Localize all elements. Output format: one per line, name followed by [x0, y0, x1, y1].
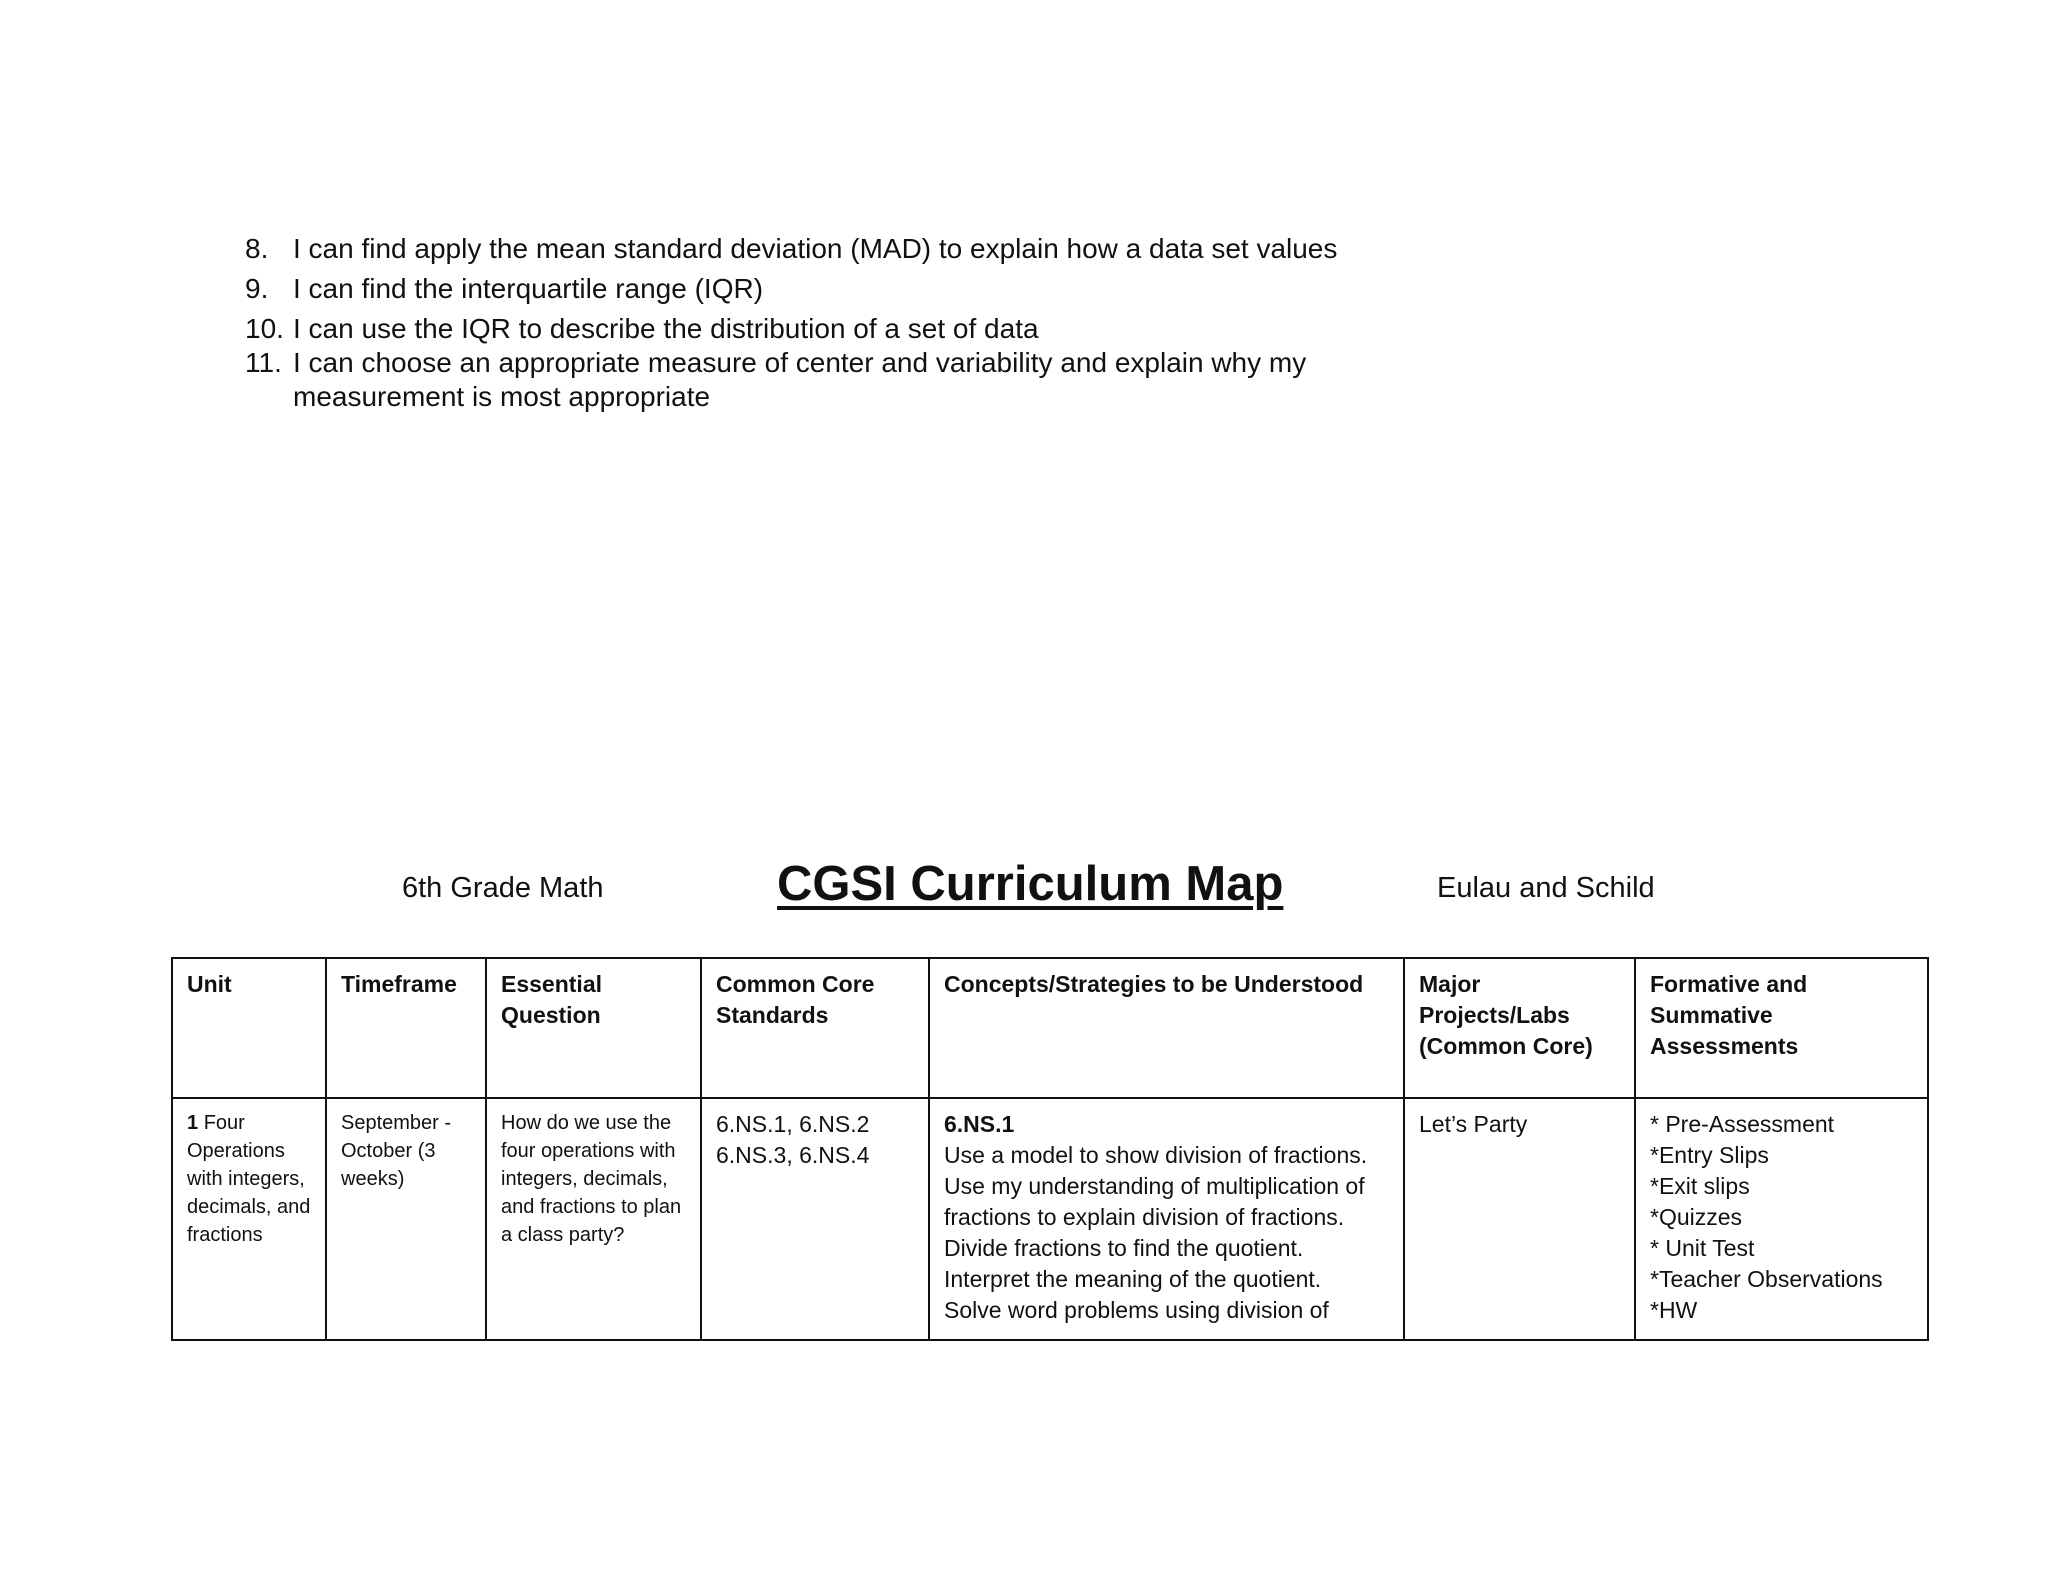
column-header-timeframe: Timeframe	[326, 958, 486, 1098]
timeframe-cell: September - October (3 weeks)	[326, 1098, 486, 1340]
goal-number: 11.	[245, 347, 282, 378]
authors-label: Eulau and Schild	[1437, 872, 1655, 904]
goal-text: I can choose an appropriate measure of center and variability and explain why my measurement is most appropriate	[293, 347, 1307, 412]
concept-item: Use my understanding of multiplication of fractions to explain division of fractions.	[944, 1173, 1365, 1230]
standards-line: 6.NS.3, 6.NS.4	[716, 1142, 870, 1168]
standards-cell	[701, 1098, 929, 1340]
learning-goals-list	[245, 232, 1345, 414]
assessment-item: *Exit slips	[1650, 1173, 1750, 1199]
concept-item: Divide fractions to find the quotient.	[944, 1235, 1304, 1261]
concept-item: Use a model to show division of fractions.	[944, 1142, 1368, 1168]
table-header-row	[172, 958, 1928, 1098]
concept-item: Interpret the meaning of the quotient.	[944, 1266, 1322, 1292]
assessment-item: *Teacher Observations	[1650, 1266, 1883, 1292]
projects-cell: Let’s Party	[1404, 1098, 1635, 1340]
goal-number: 8.	[245, 233, 269, 264]
column-header-projects: Major Projects/Labs (Common Core)	[1404, 958, 1635, 1098]
assessment-item: *Entry Slips	[1650, 1142, 1769, 1168]
unit-number: 1	[187, 1112, 199, 1134]
concepts-standard-heading: 6.NS.1	[944, 1111, 1015, 1137]
column-header-concepts: Concepts/Strategies to be Understood	[929, 958, 1404, 1098]
column-header-unit: Unit	[172, 958, 326, 1098]
table-row	[172, 1098, 1928, 1340]
concept-item: Solve word problems using division of	[944, 1297, 1329, 1323]
assessment-item: * Pre-Assessment	[1650, 1111, 1835, 1137]
goal-text: I can find apply the mean standard deviation (MAD) to explain how a data set values	[293, 233, 1338, 264]
standards-line: 6.NS.1, 6.NS.2	[716, 1111, 870, 1137]
goal-item	[245, 232, 1345, 266]
concepts-cell	[929, 1098, 1404, 1340]
goal-text: I can use the IQR to describe the distribution of a set of data	[293, 313, 1039, 344]
essential-question-cell: How do we use the four operations with integers, decimals, and fractions to plan a class party?	[486, 1098, 701, 1340]
goal-item	[245, 312, 1345, 346]
assessment-item: *Quizzes	[1650, 1204, 1743, 1230]
curriculum-map-table	[171, 957, 1929, 1341]
column-header-standards: Common Core Standards	[701, 958, 929, 1098]
goal-text: I can find the interquartile range (IQR)	[293, 273, 764, 304]
goal-number: 10.	[245, 313, 284, 344]
assessment-item: * Unit Test	[1650, 1235, 1755, 1261]
column-header-essential-question: Essential Question	[486, 958, 701, 1098]
grade-label: 6th Grade Math	[402, 872, 604, 904]
page-title: CGSI Curriculum Map	[777, 857, 1284, 911]
goal-number: 9.	[245, 273, 269, 304]
unit-cell	[172, 1098, 326, 1340]
unit-title: Four Operations with integers, decimals, and fractions	[187, 1112, 311, 1246]
goal-item	[245, 346, 1345, 414]
assessment-item: *HW	[1650, 1297, 1698, 1323]
assessments-cell	[1635, 1098, 1928, 1340]
goal-item	[245, 272, 1345, 306]
column-header-assessments: Formative and Summative Assessments	[1635, 958, 1928, 1098]
